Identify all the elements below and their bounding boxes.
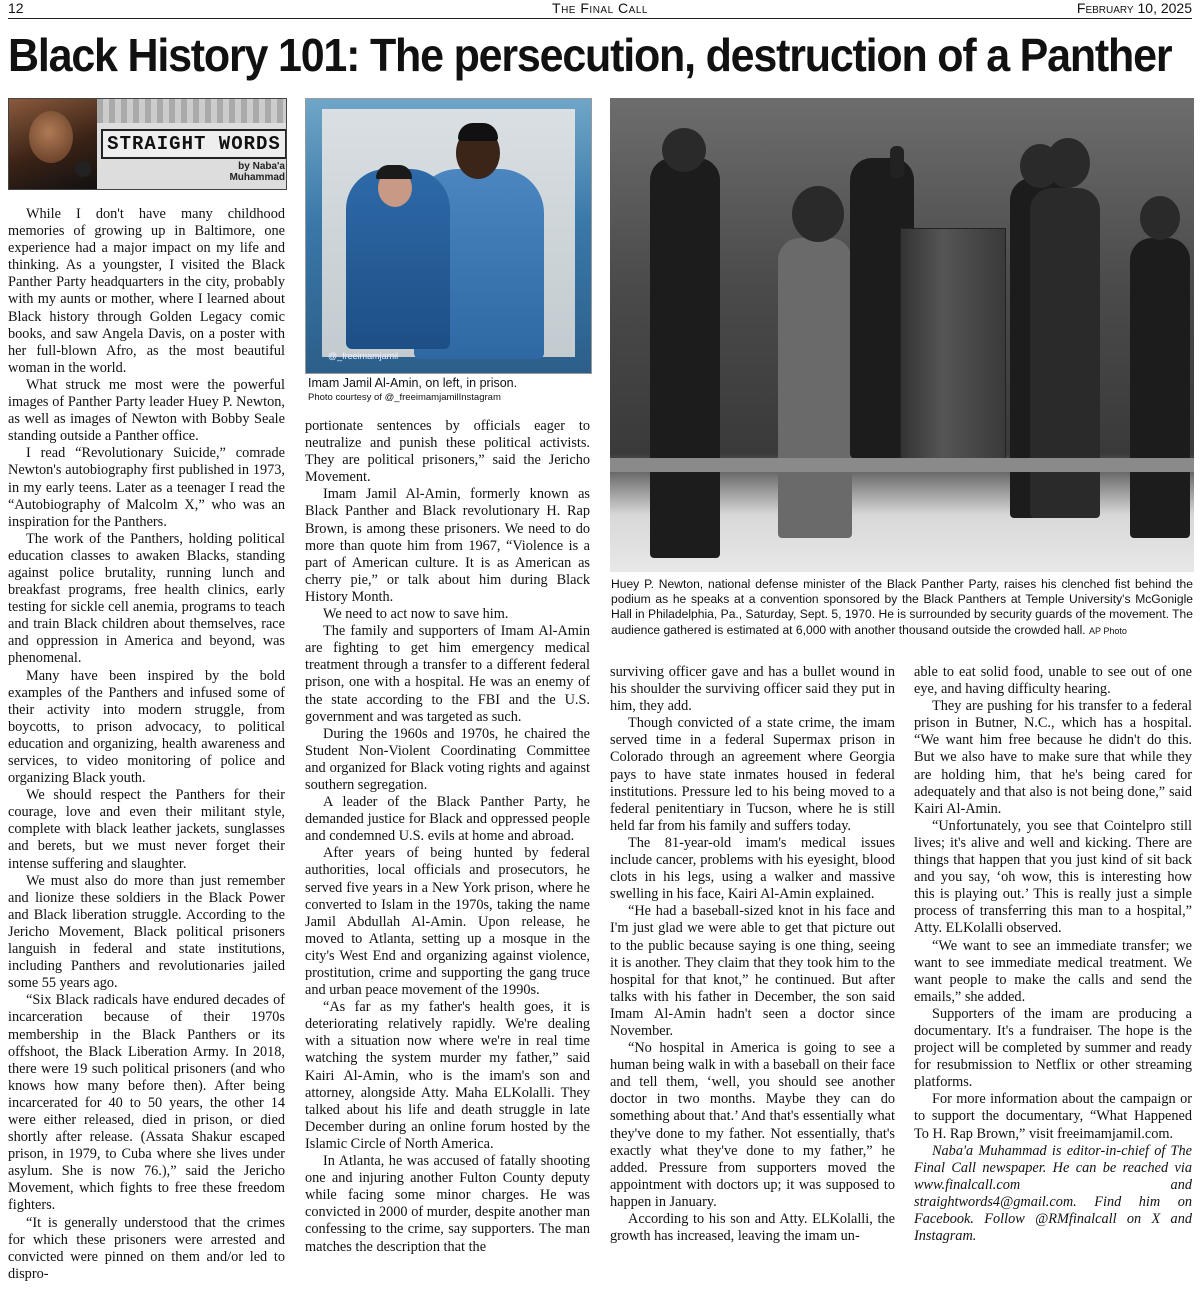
paragraph: I read “Revolutionary Suicide,” comrade Newton's autobiography first published in 1973, in my early teens. Later as a teenager I read the “Autobiography of Malcolm X,” who was an inspiration for the Panthers.	[8, 445, 285, 530]
person-head	[1140, 196, 1180, 240]
paragraph: They are pushing for his transfer to a federal prison in Butner, N.C., which has a hospital. “We want him free because he didn't do this. But we also have to make sure that while they are holding him, that he's being cared for adequately and that also is not being done,” said Kairi Al-Amin.	[914, 698, 1192, 817]
prison-photo	[305, 98, 592, 374]
paragraph: “No hospital in America is going to see a human being walk in with a baseball on their face and tell them, ‘well, you should see another doctor in two months. Maybe they can do something about that.’ And that's essentially what they've done to my father. Not essentially, that's exactly what they've done to my father,” he added. Pressure from supporters moved the appointment with doctors up; it was supposed to happen in January.	[610, 1040, 895, 1210]
paragraph: “Six Black radicals have endured decades of incarceration because of their 1970s membership in the Black Panthers or its offshoot, the Black Liberation Army. In 2018, there were 19 such political prisoners (and who knows how many before then). After being incarcerated for 40 to 50 years, the other 14 were either released, died in prison, or died shortly after release. (Assata Shakur escaped prison, in 1979, to Cuba where she lives under asylum. She is now 76.),” said the Jericho Movement, which fights to free these freedom fighters.	[8, 992, 285, 1214]
paragraph: For more information about the campaign or to support the documentary, “What Happened To H. Rap Brown,” visit freeimamjamil.com.	[914, 1091, 1192, 1142]
paragraph: We must also do more than just remember and lionize these soldiers in the Black Power and Black liberation struggle. According to the Jericho Movement, Black political prisoners languish in federal and state institutions, including Panthers and revolutionaries jailed some 55 years ago.	[8, 872, 285, 992]
paragraph: Imam Jamil Al-Amin, formerly known as Black Panther and Black revolutionary H. Rap Brown, is among these prisoners. We need to do more than quote him from 1967, “Violence is a part of American culture. It is as American as cherry pie,” or talk about him during Black History Month.	[305, 486, 590, 605]
author-face	[29, 111, 73, 163]
article-column-2	[305, 418, 590, 1256]
paragraph: During the 1960s and 1970s, he chaired the Student Non-Violent Coordinating Committee and organized for Black voting rights and against southern segregation.	[305, 725, 590, 793]
paragraph: While I don't have many childhood memories of growing up in Baltimore, one experience had a major impact on my life and thinking. As a youngster, I visited the Black Panther Party headquarters in the city, probably with my aunts or mother, where I learned about Black history through Golden Legacy comic books, and saw Angela Davis, on a poster with her full-blown Afro, as the most beautiful woman in the world.	[8, 206, 285, 376]
paragraph: surviving officer gave and has a bullet wound in his shoulder the surviving officer said they put in him, they add.	[610, 664, 895, 715]
byline-line-2: Muhammad	[229, 172, 285, 183]
person-figure	[650, 158, 720, 558]
article-column-1	[8, 206, 285, 1283]
caption-text: Imam Jamil Al-Amin, on left, in prison.	[308, 376, 518, 390]
kufi-cap	[376, 165, 412, 179]
paragraph: “We want to see an immediate transfer; we want to see immediate medical treatment. We want people to make the calls and send the emails,” she added.	[914, 937, 1192, 1005]
person-head	[1046, 138, 1090, 188]
paragraph: “Unfortunately, you see that Cointelpro still lives; it's alive and well and kicking. There are things that happen that you just kind of sit back and you say, ‘oh wow, this is interesting how this is playing out.’ This is really just a simple process of transferring this man to a hospital,” Atty. ELKolalli observed.	[914, 817, 1192, 937]
paragraph: Supporters of the imam are producing a documentary. It's a fundraiser. The hope is the project will be completed by summer and ready for resubmission to Netflix or other streaming platforms.	[914, 1005, 1192, 1091]
paragraph: “As far as my father's health goes, it is deteriorating relatively rapidly. We're dealing with a situation now where we're in real time watching the system murder my father,” said Kairi Al-Amin, who is the imam's son and attorney, alongside Atty. Maha ELKolalli. They talked about his life and death struggle in late December during an online forum hosted by the Islamic Circle of North America.	[305, 999, 590, 1152]
page-number: 12	[8, 0, 24, 16]
stage-edge	[610, 458, 1194, 472]
raised-fist	[890, 146, 904, 178]
panther-convention-photo	[610, 98, 1194, 572]
page-header	[8, 0, 1192, 19]
paragraph: “It is generally understood that the crimes for which these prisoners were arrested and convicted were pinned on them and/or led to dispro-	[8, 1214, 285, 1282]
paragraph: Many have been inspired by the bold examples of the Panthers and infused some of their activity into modern struggle, from boycotts, to prison advocacy, to political education and organizing, health awareness and services, to video monitoring of police and organizing Black youth.	[8, 667, 285, 787]
author-photo	[9, 99, 97, 189]
paragraph: portionate sentences by officials eager to neutralize and punish these political activists. They are political prisoners,” said the Jericho Movement.	[305, 418, 590, 486]
byline-line-1: by Naba'a	[238, 161, 285, 172]
paragraph: We should respect the Panthers for their courage, love and even their militant style, complete with black leather jackets, sunglasses and berets, but we must never forget their intense suffering and slaughter.	[8, 787, 285, 872]
podium	[900, 228, 1006, 470]
paragraph: Though convicted of a state crime, the imam served time in a federal Supermax prison in Colorado through an agreement where Georgia pays to have state inmates housed in federal institutions. Pressure led to his being moved to a federal penitentiary in Tucson, where he is still held far from his family and suffers today.	[610, 715, 895, 834]
issue-date: February 10, 2025	[1076, 0, 1192, 16]
paragraph: According to his son and Atty. ELKolalli, the growth has increased, leaving the imam un-	[610, 1211, 895, 1245]
caption-text: Huey P. Newton, national defense minister of the Black Panther Party, raises his clenched fist behind the podium as he speaks at a convention sponsored by the Black Panthers at Temple University's McGonigle Hall in Philadelphia, Pa., Saturday, Sept. 5, 1970. He is surrounded by security guards of the movement. The audience gathered is estimated at 6,000 with another thousand outside the crowded hall.	[611, 577, 1193, 637]
person-figure	[778, 238, 852, 538]
prison-photo-caption	[308, 376, 593, 404]
paragraph: “He had a baseball-sized knot in his face and I'm just glad we were able to get that picture out to the public because saying is one thing, seeing it is another. They claim that they took him to the hospital for that knot,” he continued. But after talks with his father in December, the son said Imam Al-Amin hadn't seen a doctor since November.	[610, 903, 895, 1039]
headline: Black History 101: The persecution, destruction of a Panther	[8, 30, 1172, 82]
paragraph: The 81-year-old imam's medical issues include cancer, problems with his eyesight, blood clots in his legs, using a walker and massive swelling in his face, Kairi Al-Amin explained.	[610, 834, 895, 903]
column-logo-title: STRAIGHT WORDS	[101, 129, 287, 159]
column-logo	[8, 98, 287, 190]
microphone-icon	[75, 161, 91, 177]
person-head	[662, 128, 706, 172]
paragraph: In Atlanta, he was accused of fatally shooting one and injuring another Fulton County deputy while facing some minor charges. He was convicted in 2000 of murder, despite another man confessing to the crime, say supporters. The man matches the description that the	[305, 1153, 590, 1255]
article-column-4	[914, 664, 1192, 1245]
publication-name: The Final Call	[552, 0, 648, 16]
convention-photo-caption	[611, 577, 1193, 639]
photo-credit: AP Photo	[1089, 625, 1127, 636]
author-bio: Naba'a Muhammad is editor-in-chief of The Final Call newspaper. He can be reached via www.finalcall.com and straightwords4@gmail.com. Find him on Facebook. Follow @RMfinalcall on X and Instagram.	[914, 1142, 1192, 1245]
paragraph: able to eat solid food, unable to see out of one eye, and having difficulty hearing.	[914, 664, 1192, 698]
durag	[458, 123, 498, 141]
photo-credit: Photo courtesy of @_freeimamjamilInstagram	[308, 392, 501, 403]
photo-watermark: @_freeimamjamil	[328, 351, 399, 361]
person-head	[792, 186, 844, 242]
paragraph: The work of the Panthers, holding political education classes to awaken Blacks, standing against police brutality, running lunch and breakfast programs, free health clinics, early testing for sickle cell anemia, programs to teach and train Black children about themselves, race and oppression in America and beyond, was phenomenal.	[8, 530, 285, 667]
paragraph: A leader of the Black Panther Party, he demanded justice for Black and oppressed people and condemned U.S. evils at home and abroad.	[305, 794, 590, 845]
column-logo-byline	[179, 161, 287, 183]
logo-strip	[97, 99, 287, 123]
paragraph: What struck me most were the powerful images of Panther Party leader Huey P. Newton, as well as images of Newton with Bobby Seale standing outside a Panther office.	[8, 376, 285, 445]
person-figure	[1130, 238, 1190, 538]
paragraph: After years of being hunted by federal authorities, local officials and prosecutors, he served five years in a New York prison, where he converted to Islam in the 1970s, taking the name Jamil Abdullah Al-Amin. Upon release, he moved to Atlanta, setting up a mosque in the city's West End and organizing against violence, prostitution, crime and supporting the gang truce and urban peace movement of the 1990s.	[305, 845, 590, 999]
paragraph: We need to act now to save him.	[323, 606, 509, 623]
paragraph: The family and supporters of Imam Al-Amin are fighting to get him emergency medical treatment through a transfer to a different federal prison, one with a hospital. He was an enemy of the state according to the FBI and the U.S. government and was targeted as such.	[305, 623, 590, 725]
article-column-3	[610, 664, 895, 1245]
